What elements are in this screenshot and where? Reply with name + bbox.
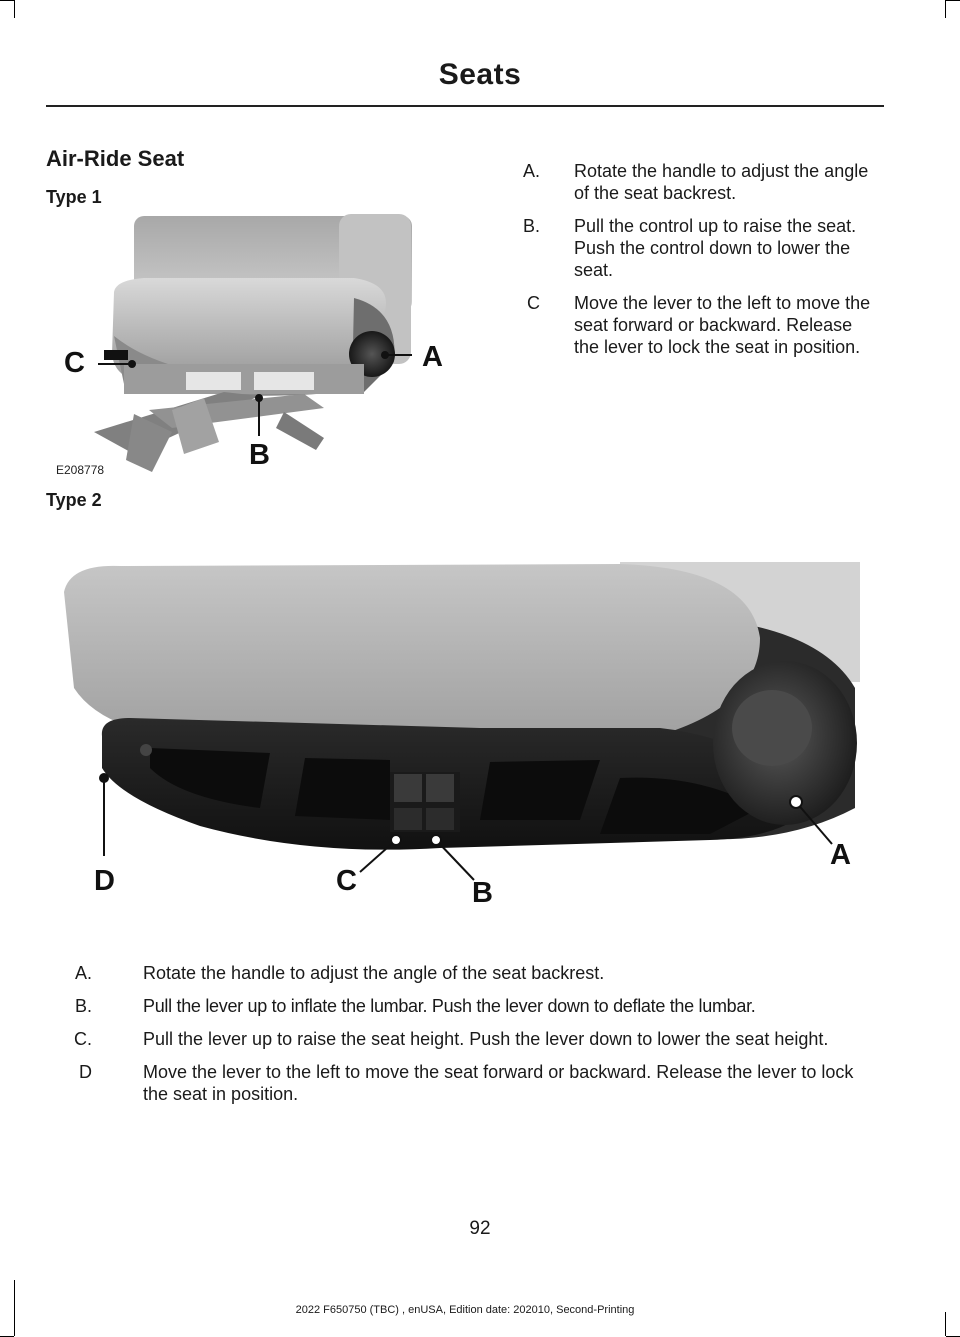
crop-mark [0, 0, 14, 1]
legend-item-b [46, 995, 876, 1017]
section-title: Air-Ride Seat [46, 146, 185, 171]
callout-label-b: B [249, 439, 270, 471]
switch-lever [394, 808, 422, 830]
height-switch [426, 774, 454, 802]
switch-lever [426, 808, 454, 830]
seat-base-frame [124, 364, 364, 394]
callout-dot-b [431, 835, 441, 845]
type2-legend [46, 962, 876, 1116]
trim-screw [140, 744, 152, 756]
legend-letter: C. [74, 1029, 92, 1049]
callout-dot-a [381, 351, 389, 359]
legend-text: Rotate the handle to adjust the angle of the seat backrest. [574, 161, 869, 203]
trim-recess [295, 758, 390, 820]
callout-dot-a [790, 796, 802, 808]
legend-item-d [46, 1061, 876, 1105]
legend-text: Pull the control up to raise the seat. Push the control down to lower the seat. [574, 216, 857, 280]
trim-recess [480, 760, 600, 820]
callout-dot-d [99, 773, 109, 783]
legend-letter: B. [74, 996, 92, 1016]
legend-item-b [494, 215, 874, 281]
backrest-knob-face [732, 690, 812, 766]
legend-item-c [494, 292, 874, 358]
seat-leg [276, 412, 324, 450]
callout-label-a: A [830, 839, 851, 871]
type2-label: Type 2 [46, 490, 102, 510]
legend-item-a [46, 962, 876, 984]
legend-letter: A. [74, 963, 92, 983]
type1-label: Type 1 [46, 187, 102, 207]
legend-letter: A. [522, 161, 540, 181]
legend-text: Pull the lever up to inflate the lumbar. Push the lever down to deflate the lumbar. [143, 996, 756, 1016]
type1-legend [494, 160, 874, 369]
legend-letter: C [527, 293, 540, 313]
legend-text: Move the lever to the left to move the seat forward or backward. Release the lever to lock the seat in position. [143, 1062, 854, 1104]
page-number: 92 [469, 1218, 491, 1239]
base-slot [254, 372, 314, 390]
callout-label-c: C [64, 347, 85, 379]
header-rule [46, 105, 884, 107]
callout-label-c: C [336, 865, 357, 897]
footer-text: 2022 F650750 (TBC) , enUSA, Edition date: 202010, Second-Printing [295, 1304, 635, 1316]
type1-seat-illustration [54, 214, 449, 482]
legend-item-c [46, 1028, 876, 1050]
legend-item-a [494, 160, 874, 204]
legend-letter: D [79, 1062, 92, 1082]
page-title: Seats [438, 58, 522, 91]
lever-c [104, 350, 128, 360]
lumbar-switch [394, 774, 422, 802]
legend-text: Pull the lever up to raise the seat height. Push the lever down to lower the seat height. [143, 1029, 829, 1049]
callout-dot-b [255, 394, 263, 402]
crop-mark [946, 0, 960, 1]
callout-dot-c [128, 360, 136, 368]
crop-mark [945, 0, 946, 18]
legend-text: Move the lever to the left to move the seat forward or backward. Release the lever to lock the seat in position. [574, 293, 871, 357]
type2-seat-illustration [60, 558, 870, 910]
crop-mark [14, 0, 15, 18]
callout-label-a: A [422, 341, 443, 373]
callout-label-b: B [472, 877, 493, 909]
callout-label-d: D [94, 865, 115, 897]
legend-letter: B. [522, 216, 540, 236]
base-slot [186, 372, 241, 390]
crop-mark [945, 1312, 946, 1336]
figure-id: E208778 [56, 463, 105, 477]
legend-text: Rotate the handle to adjust the angle of the seat backrest. [143, 963, 605, 983]
callout-dot-c [391, 835, 401, 845]
